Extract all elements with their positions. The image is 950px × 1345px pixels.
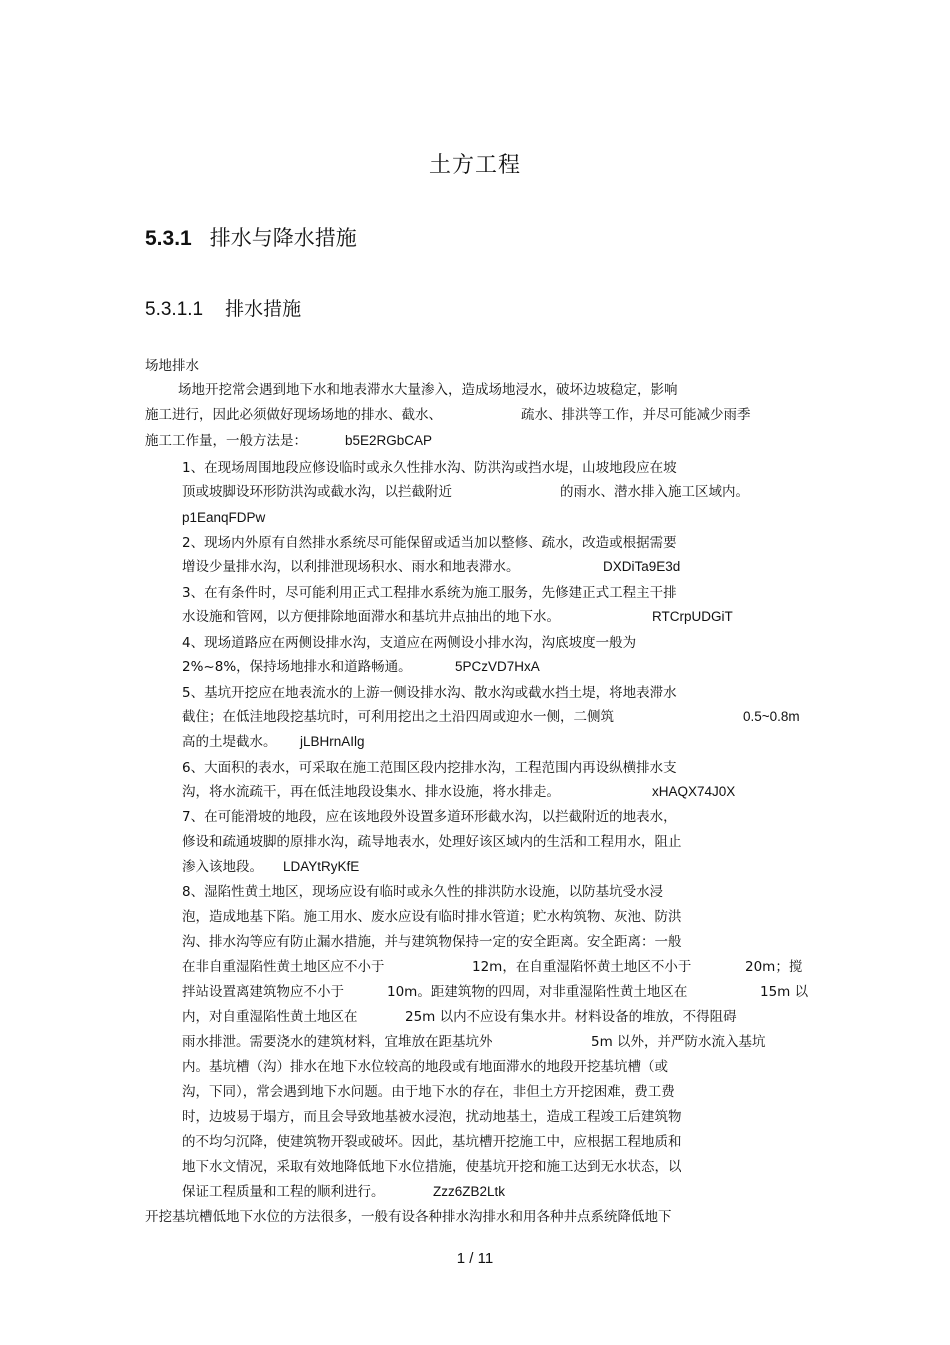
- text-line: 25m 以内不应设有集水井。材料设备的堆放，不得阻碍: [405, 1009, 737, 1025]
- text-line: 2%~8%，保持场地排水和道路畅通。: [182, 659, 412, 675]
- text-line: 泡，造成地基下陷。施工用水、废水应设有临时排水管道；贮水构筑物、灰池、防洪: [182, 909, 682, 925]
- text-line: 施工工作量，一般方法是：: [145, 433, 307, 449]
- text-line: 修设和疏通坡脚的原排水沟，疏导地表水，处理好该区域内的生活和工程用水，阻止: [182, 834, 682, 850]
- code-tag: p1EanqFDPw: [182, 510, 266, 525]
- text-line: 疏水、排洪等工作，并尽可能减少雨季: [521, 407, 751, 423]
- text-line: 开挖基坑槽低地下水位的方法很多，一般有设各种排水沟排水和用各种井点系统降低地下: [145, 1209, 672, 1225]
- document-title: 土方工程: [428, 153, 521, 178]
- text-line: 6、大面积的表水，可采取在施工范围区段内挖排水沟，工程范围内再设纵横排水支: [182, 760, 677, 776]
- code-tag: RTCrpUDGiT: [652, 609, 733, 624]
- code-tag: b5E2RGbCAP: [345, 433, 433, 448]
- code-tag: xHAQX74J0X: [652, 784, 736, 799]
- text-line: 1、在现场周围地段应修设临时或永久性排水沟、防洪沟或挡水堤，山坡地段应在坡: [182, 460, 677, 476]
- text-line: 水设施和管网，以方便排除地面滞水和基坑井点抽出的地下水。: [182, 609, 560, 625]
- text-line: 2、现场内外原有自然排水系统尽可能保留或适当加以整修、疏水，改造或根据需要: [182, 535, 677, 551]
- subsection-heading: [145, 294, 301, 321]
- text-line: 内，对自重湿陷性黄土地区在: [182, 1009, 358, 1025]
- text-line: 0.5~0.8m: [743, 709, 800, 724]
- code-tag: LDAYtRyKfE: [283, 859, 360, 874]
- section-title: 排水与降水措施: [209, 226, 357, 250]
- text-line: 在非自重湿陷性黄土地区应不小于: [182, 959, 385, 975]
- code-tag: DXDiTa9E3d: [603, 559, 681, 574]
- code-tag: 5PCzVD7HxA: [455, 659, 540, 674]
- text-line: 5、基坑开挖应在地表流水的上游一侧设排水沟、散水沟或截水挡土堤，将地表滞水: [182, 685, 677, 701]
- text-line: 4、现场道路应在两侧设排水沟，支道应在两侧设小排水沟，沟底坡度一般为: [182, 635, 637, 651]
- text-line: 地下水文情况，采取有效地降低地下水位措施，使基坑开挖和施工达到无水状态，以: [182, 1159, 682, 1175]
- page-number: 1 / 11: [456, 1250, 494, 1267]
- code-tag: jLBHrnAIlg: [300, 734, 365, 749]
- code-tag: Zzz6ZB2Ltk: [433, 1184, 506, 1199]
- subsection-number: 5.3.1.1: [145, 299, 204, 320]
- text-line: 12m，在自重湿陷怀黄土地区不小于: [472, 959, 692, 975]
- paragraph-heading: 场地排水: [145, 358, 199, 374]
- text-line: 8、湿陷性黄土地区，现场应设有临时或永久性的排洪防水设施，以防基坑受水浸: [182, 884, 664, 900]
- section-heading: [145, 222, 357, 252]
- text-line: 时，边坡易于塌方，而且会导致地基被水浸泡，扰动地基土，造成工程竣工后建筑物: [182, 1109, 682, 1125]
- text-line: 的雨水、潜水排入施工区域内。: [560, 484, 749, 500]
- text-line: 高的土堤截水。: [182, 734, 277, 750]
- text-line: 15m 以: [760, 984, 809, 1000]
- text-line: 沟、排水沟等应有防止漏水措施，并与建筑物保持一定的安全距离。安全距离：一般: [182, 934, 682, 950]
- text-line: 10m。距建筑物的四周，对非重湿陷性黄土地区在: [387, 984, 688, 1000]
- text-line: 增设少量排水沟，以利排泄现场积水、雨水和地表滞水。: [182, 559, 520, 575]
- text-line: 渗入该地段。: [182, 859, 263, 875]
- text-line: 沟，将水流疏干，再在低洼地段设集水、排水设施，将水排走。: [182, 784, 560, 800]
- text-line: 拌站设置离建筑物应不小于: [182, 984, 344, 1000]
- text-line: 沟，下同），常会遇到地下水问题。由于地下水的存在，非但土方开挖困难，费工费: [182, 1084, 675, 1100]
- subsection-title: 排水措施: [225, 298, 302, 320]
- text-line: 20m；搅: [745, 959, 803, 975]
- text-line: 5m 以外，并严防水流入基坑: [591, 1034, 766, 1050]
- text-line: 的不均匀沉降，使建筑物开裂或破坏。因此，基坑槽开挖施工中，应根据工程地质和: [182, 1134, 682, 1150]
- text-line: 7、在可能滑坡的地段，应在该地段外设置多道环形截水沟，以拦截附近的地表水，: [182, 809, 677, 825]
- text-line: 顶或坡脚设环形防洪沟或截水沟，以拦截附近: [182, 484, 452, 500]
- text-line: 截住；在低洼地段挖基坑时，可利用挖出之土沿四周或迎水一侧，二侧筑: [182, 709, 614, 725]
- section-number: 5.3.1: [145, 227, 192, 250]
- text-line: 雨水排泄。需要浇水的建筑材料，宜堆放在距基坑外: [182, 1034, 493, 1050]
- text-line: 施工进行，因此必须做好现场场地的排水、截水、: [145, 407, 442, 423]
- text-line: 3、在有条件时，尽可能利用正式工程排水系统为施工服务，先修建正式工程主干排: [182, 585, 677, 601]
- text-line: 保证工程质量和工程的顺利进行。: [182, 1184, 385, 1200]
- text-line: 内。基坑槽（沟）排水在地下水位较高的地段或有地面滞水的地段开挖基坑槽（或: [182, 1059, 668, 1075]
- text-line: 场地开挖常会遇到地下水和地表滞水大量渗入，造成场地浸水，破坏边坡稳定，影响: [178, 382, 678, 398]
